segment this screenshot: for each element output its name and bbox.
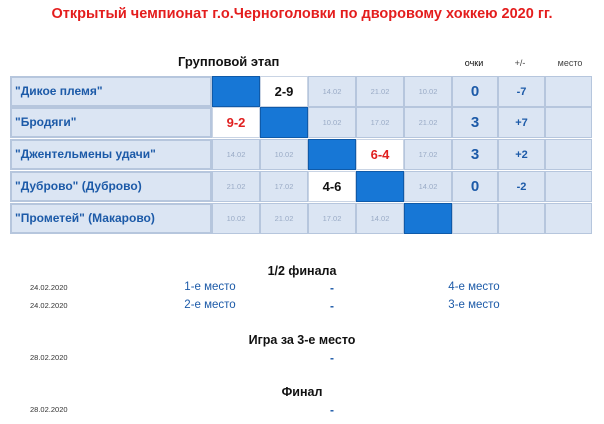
goal-diff-cell: -7 xyxy=(498,76,545,107)
self-cell xyxy=(356,171,404,202)
match-date-cell: 17.02 xyxy=(260,171,308,202)
match-date-cell: 14.02 xyxy=(212,139,260,170)
third-place-heading: Игра за 3-е место xyxy=(248,333,356,347)
place-cell xyxy=(545,76,592,107)
match-date-cell: 21.02 xyxy=(260,203,308,234)
team-name-cell: "Дуброво" (Дуброво) xyxy=(10,171,212,202)
semifinal-1-team1: 1-е место xyxy=(184,281,236,293)
match-date-cell: 17.02 xyxy=(356,107,404,138)
match-date-cell: 10.02 xyxy=(260,139,308,170)
team-name-cell: "Дикое племя" xyxy=(10,76,212,107)
semifinal-2-team2: 3-е место xyxy=(448,299,500,311)
place-cell xyxy=(545,203,592,234)
points-cell xyxy=(452,203,498,234)
match-date-cell: 14.02 xyxy=(356,203,404,234)
semifinal-2-date: 24.02.2020 xyxy=(30,301,68,310)
points-cell: 0 xyxy=(452,171,498,202)
match-date-cell: 14.02 xyxy=(308,76,356,107)
page-title: Открытый чемпионат г.о.Черноголовки по дворовому хоккею 2020 гг. xyxy=(51,6,553,22)
match-date-cell: 21.02 xyxy=(212,171,260,202)
points-cell: 0 xyxy=(452,76,498,107)
goal-diff-cell xyxy=(498,203,545,234)
points-column-header: очки xyxy=(464,58,484,68)
third-place-score: - xyxy=(330,351,334,365)
place-column-header: место xyxy=(557,58,583,68)
diff-column-header: +/- xyxy=(514,58,526,68)
match-date-cell: 10.02 xyxy=(308,107,356,138)
place-cell xyxy=(545,107,592,138)
goal-diff-cell: -2 xyxy=(498,171,545,202)
final-date: 28.02.2020 xyxy=(30,405,68,414)
semifinal-2-team1: 2-е место xyxy=(184,299,236,311)
match-date-cell: 10.02 xyxy=(404,76,452,107)
final-heading: Финал xyxy=(281,385,323,399)
semifinal-1-team2: 4-е место xyxy=(448,281,500,293)
match-date-cell: 17.02 xyxy=(404,139,452,170)
match-date-cell: 14.02 xyxy=(404,171,452,202)
final-score: - xyxy=(330,403,334,417)
goal-diff-cell: +2 xyxy=(498,139,545,170)
match-date-cell: 21.02 xyxy=(356,76,404,107)
self-cell xyxy=(308,139,356,170)
match-score-cell: 6-4 xyxy=(356,139,404,170)
match-score-cell: 9-2 xyxy=(212,107,260,138)
place-cell xyxy=(545,171,592,202)
match-date-cell: 10.02 xyxy=(212,203,260,234)
self-cell xyxy=(212,76,260,107)
team-name-cell: "Бродяги" xyxy=(10,107,212,138)
match-date-cell: 21.02 xyxy=(404,107,452,138)
semifinal-1-date: 24.02.2020 xyxy=(30,283,68,292)
goal-diff-cell: +7 xyxy=(498,107,545,138)
place-cell xyxy=(545,139,592,170)
points-cell: 3 xyxy=(452,139,498,170)
match-date-cell: 17.02 xyxy=(308,203,356,234)
match-score-cell: 2-9 xyxy=(260,76,308,107)
match-score-cell: 4-6 xyxy=(308,171,356,202)
third-place-date: 28.02.2020 xyxy=(30,353,68,362)
semifinal-heading: 1/2 финала xyxy=(267,264,337,278)
team-name-cell: "Джентельмены удачи" xyxy=(10,139,212,170)
group-stage-label: Групповой этап xyxy=(178,54,280,69)
self-cell xyxy=(260,107,308,138)
team-name-cell: "Прометей" (Макарово) xyxy=(10,203,212,234)
points-cell: 3 xyxy=(452,107,498,138)
self-cell xyxy=(404,203,452,234)
semifinal-1-score: - xyxy=(330,281,334,295)
semifinal-2-score: - xyxy=(330,299,334,313)
